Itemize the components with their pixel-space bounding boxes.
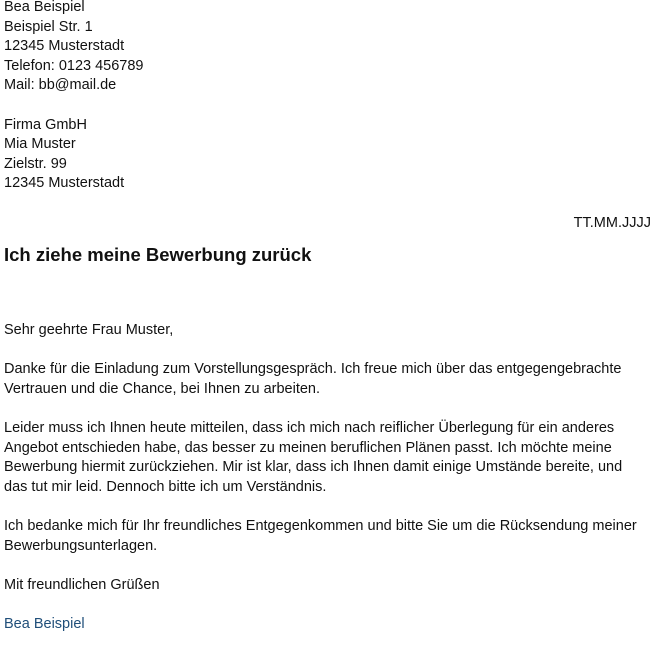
letter-page xyxy=(4,0,651,635)
signature-name: Bea Beispiel xyxy=(4,616,85,633)
paragraph-line: Bewerbung hiermit zurückziehen. Mir ist klar, dass ich Ihnen damit einige Umstände bereite, und xyxy=(4,459,623,476)
paragraph-line: Bewerbungsunterlagen. xyxy=(4,537,158,554)
paragraph-line: Ich bedanke mich für Ihr freundliches Entgegenkommen und bitte Sie um die Rücksendung meiner xyxy=(4,518,637,535)
paragraph-withdrawal xyxy=(4,419,651,497)
sender-phone: Telefon: 0123 456789 xyxy=(4,57,144,74)
letter-subject: Ich ziehe meine Bewerbung zurück xyxy=(4,244,312,266)
salutation-text: Sehr geehrte Frau Muster, xyxy=(4,322,174,339)
paragraph-line: Danke für die Einladung zum Vorstellungsgespräch. Ich freue mich über das entgegengebrachte xyxy=(4,361,622,378)
paragraph-line: Vertrauen und die Chance, bei Ihnen zu arbeiten. xyxy=(4,380,321,397)
closing xyxy=(4,576,651,596)
recipient-street: Zielstr. 99 xyxy=(4,155,67,172)
sender-street: Beispiel Str. 1 xyxy=(4,18,93,35)
paragraph-return-documents xyxy=(4,517,651,556)
recipient-person: Mia Muster xyxy=(4,136,76,153)
closing-text: Mit freundlichen Grüßen xyxy=(4,576,160,593)
paragraph-thanks xyxy=(4,360,651,399)
recipient-company: Firma GmbH xyxy=(4,116,87,133)
paragraph-line: das tut mir leid. Dennoch bitte ich um Verständnis. xyxy=(4,478,327,495)
paragraph-line: Angebot entschieden habe, das besser zu meinen beruflichen Plänen passt. Ich möchte meine xyxy=(4,439,612,456)
paragraph-line: Leider muss ich Ihnen heute mitteilen, dass ich mich nach reiflicher Überlegung für ein anderes xyxy=(4,420,615,437)
letter-date: TT.MM.JJJJ xyxy=(573,214,651,231)
recipient-city: 12345 Musterstadt xyxy=(4,175,125,192)
sender-address xyxy=(4,0,651,96)
sender-mail: Mail: bb@mail.de xyxy=(4,77,117,94)
sender-city: 12345 Musterstadt xyxy=(4,38,125,55)
recipient-address xyxy=(4,116,651,194)
salutation xyxy=(4,321,651,341)
sender-name: Bea Beispiel xyxy=(4,0,85,15)
